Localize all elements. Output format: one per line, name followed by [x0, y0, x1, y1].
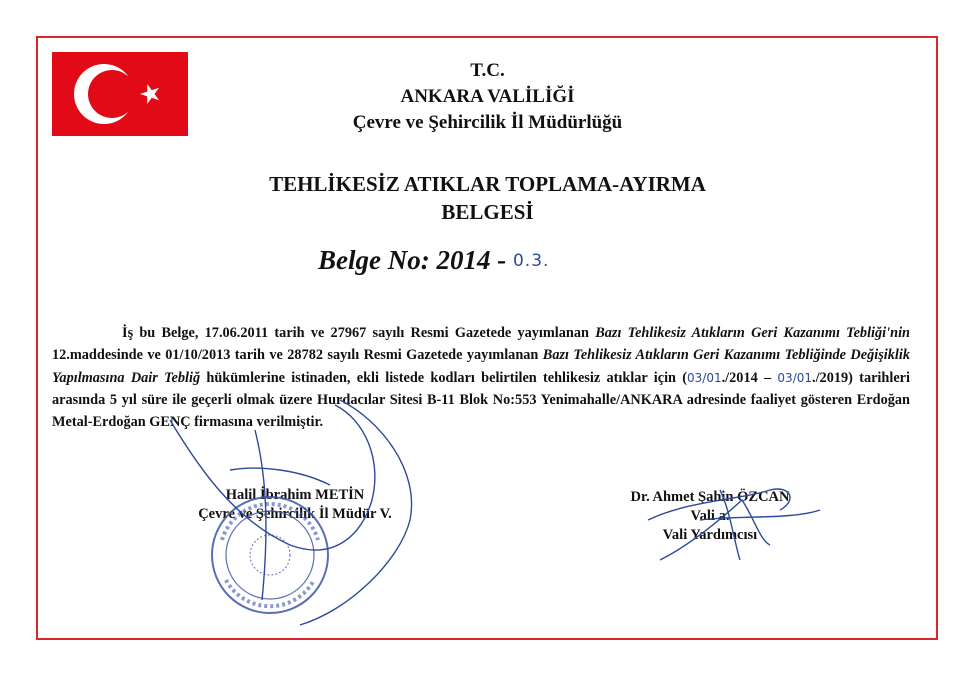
header-directorate: Çevre ve Şehircilik İl Müdürlüğü — [352, 112, 623, 133]
signer-right-name: Dr. Ahmet Şahin ÖZCAN — [630, 489, 790, 505]
signer-left-title: Çevre ve Şehircilik İl Müdür V. — [198, 506, 392, 522]
body-end-date: 03/01 — [777, 370, 813, 385]
signature-block-left — [140, 486, 450, 524]
body-text-3: hükümlerine istinaden, ekli listede kodları belirtilen tehlikesiz atıklar için ( — [200, 369, 688, 386]
body-text-1: İş bu Belge, 17.06.2011 tarih ve 27967 sayılı Resmi Gazetede yayımlanan — [122, 325, 596, 341]
body-start-date: 03/01 — [687, 370, 722, 385]
signer-right-role2: Vali Yardımcısı — [662, 527, 758, 543]
body-ref-2: Bazı Tehlikesiz Atıkların Geri Kazanımı Tebliğinde Değişiklik Yapılmasına Dair Tebliğ — [52, 347, 910, 386]
body-text-2: 12.maddesinde ve 01/10/2013 tarih ve 28782 sayılı Resmi Gazetede yayımlanan — [52, 347, 543, 364]
body-text-5: ./2019) tarihleri arasında 5 yıl süre ile geçerli olmak üzere Hurdacılar Sitesi B-11 Blok No:553 Yenimahalle/ANKARA adresinde faaliyet gösteren Erdoğan Metal-Erdoğan GENÇ firmasına verilmiştir. — [52, 369, 910, 431]
signature-block-right — [590, 488, 830, 545]
body-ref-1: Bazı Tehlikesiz Atıkların Geri Kazanımı Tebliği'nin — [595, 325, 910, 341]
signer-right-role: Vali a. — [690, 508, 730, 524]
document-title: TEHLİKESİZ ATIKLAR TOPLAMA-AYIRMA — [269, 172, 706, 196]
document-number-handwritten: 0.3. — [512, 251, 550, 271]
body-text-4: ./2014 – — [721, 369, 778, 386]
certificate-body — [52, 322, 910, 433]
document-number — [318, 245, 549, 276]
document-title-sub: BELGESİ — [441, 200, 534, 224]
header-governorship: ANKARA VALİLİĞİ — [400, 86, 575, 107]
document-number-label: Belge No: 2014 - — [318, 245, 513, 275]
signer-left-name: Halil İbrahim METİN — [225, 487, 365, 503]
header-tc: T.C. — [470, 60, 505, 81]
